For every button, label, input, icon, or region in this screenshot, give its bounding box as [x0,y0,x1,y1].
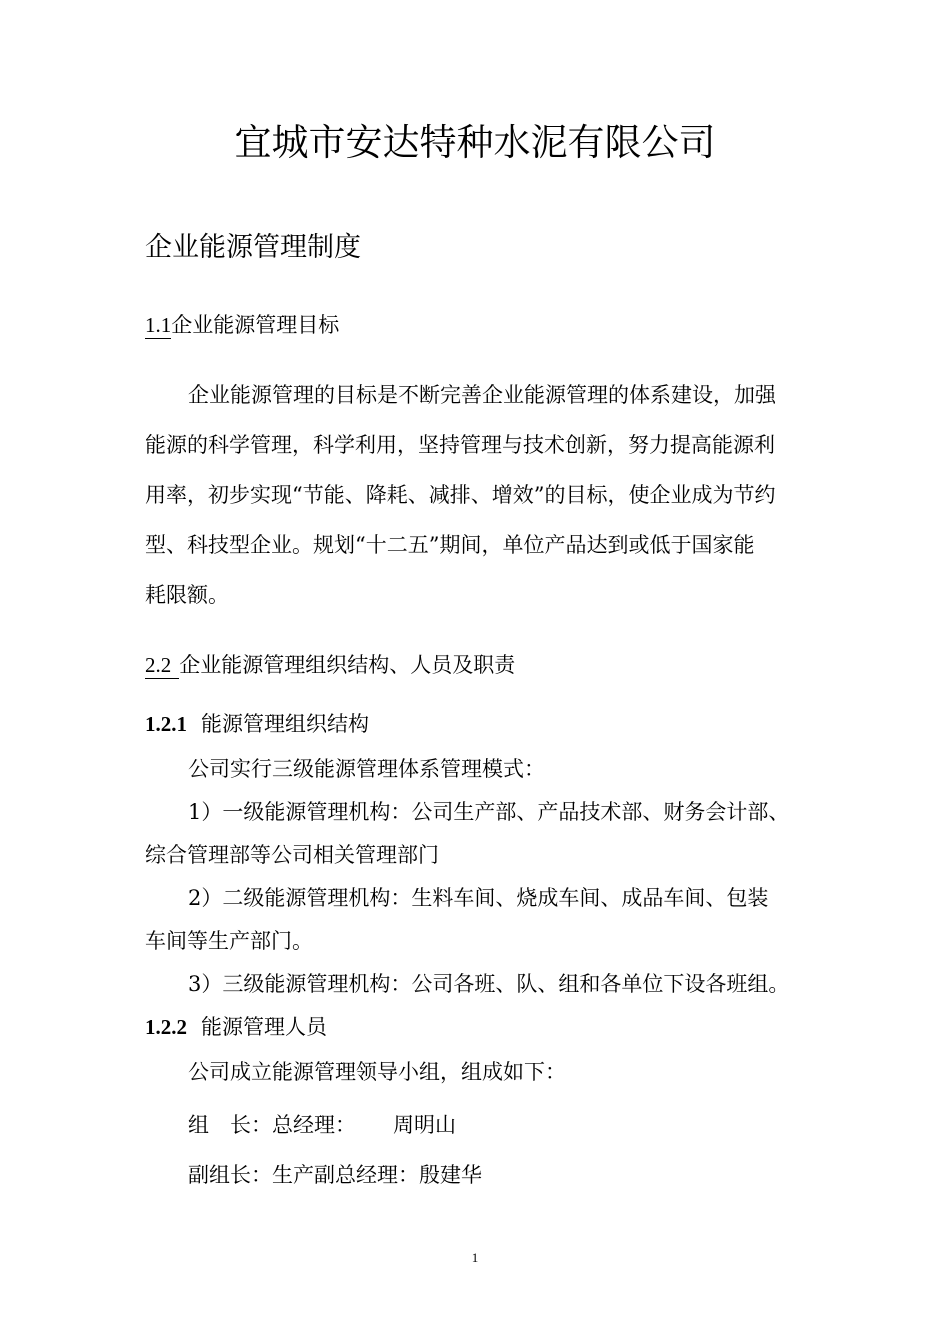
paragraph-line: 企业能源管理的目标是不断完善企业能源管理的体系建设，加强 [188,383,776,407]
paragraph-line: 用率，初步实现“节能、降耗、减排、增效”的目标，使企业成为节约 [145,483,776,507]
section-number: 1.1 [145,313,172,337]
section-title: 企业能源管理目标 [171,313,340,337]
org-intro: 公司实行三级能源管理体系管理模式： [188,757,545,781]
paragraph-line: 耗限额。 [145,583,229,607]
section-title: 企业能源管理组织结构、人员及职责 [179,653,516,677]
subsection-number: 1.2.2 [145,1015,187,1039]
org-item-1-cont: 综合管理部等公司相关管理部门 [145,843,439,867]
org-item-1: 1）一级能源管理机构：公司生产部、产品技术部、财务会计部、 [188,800,790,824]
leader-role: 组 长：总经理： [188,1113,356,1137]
subsection-title: 能源管理人员 [201,1015,327,1039]
subsection-heading-1-2-2 [145,1012,327,1042]
section-number: 2.2 [145,652,179,679]
document-title: 宜城市安达特种水泥有限公司 [234,121,716,164]
section-heading-2-2 [145,650,515,680]
subsection-title: 能源管理组织结构 [201,712,369,736]
org-item-2: 2）二级能源管理机构：生料车间、烧成车间、成品车间、包装 [188,886,769,910]
org-item-3: 3）三级能源管理机构：公司各班、队、组和各单位下设各班组。 [188,972,790,996]
org-item-2-cont: 车间等生产部门。 [145,929,313,953]
staff-intro: 公司成立能源管理领导小组，组成如下： [188,1060,566,1084]
leader-line [188,1110,456,1140]
paragraph-line: 能源的科学管理，科学利用，坚持管理与技术创新，努力提高能源利 [145,433,775,457]
main-heading: 企业能源管理制度 [145,232,361,263]
page-number: 1 [471,1250,479,1265]
subsection-number: 1.2.1 [145,712,187,736]
leader-name: 周明山 [393,1113,456,1137]
deputy-line: 副组长：生产副总经理：殷建华 [188,1163,482,1187]
subsection-heading-1-2-1 [145,709,369,739]
paragraph-line: 型、科技型企业。规划“十二五”期间，单位产品达到或低于国家能 [145,533,755,557]
section-heading-1-1 [145,310,339,340]
